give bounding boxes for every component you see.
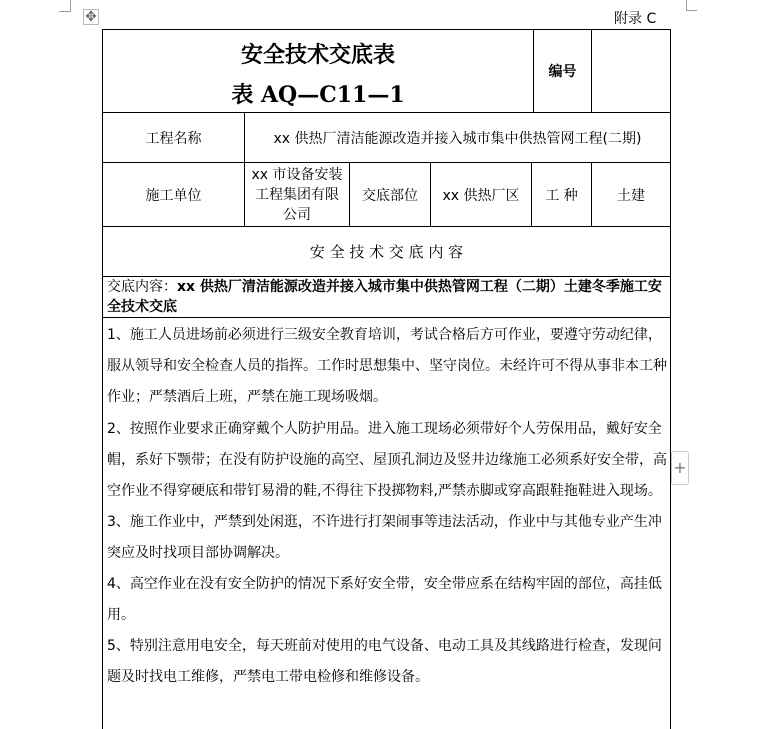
section-heading: 安 全 技 术 交 底 内 容 <box>309 243 464 261</box>
margin-corner-marker <box>59 0 71 12</box>
project-name-value: xx 供热厂清洁能源改造并接入城市集中供热管网工程(二期) <box>273 130 642 147</box>
disclosure-location-label: 交底部位 <box>362 187 418 204</box>
form-code: 表 AQ—C11—1 <box>231 82 405 108</box>
number-value[interactable] <box>592 30 670 112</box>
number-label: 编号 <box>548 64 577 80</box>
disclosure-item: 4、高空作业在没有安全防护的情况下系好安全带，安全带应系在结构牢固的部位，高挂低用。 <box>107 576 662 623</box>
subject-label: 交底内容： <box>107 279 177 295</box>
work-type-value: 土建 <box>617 187 645 204</box>
margin-corner-marker <box>686 0 697 11</box>
table-move-handle-icon[interactable]: ✥ <box>83 9 99 25</box>
add-row-handle-icon[interactable]: + <box>671 451 689 485</box>
form-title: 安全技术交底表 <box>240 42 395 68</box>
disclosure-item: 3、施工作业中，严禁到处闲逛，不许进行打架闹事等违法活动，作业中与其他专业产生冲突应及时找项目部协调解决。 <box>107 514 662 561</box>
disclosure-subject <box>107 277 667 317</box>
construction-unit-label: 施工单位 <box>145 187 202 204</box>
disclosure-item: 2、按照作业要求正确穿戴个人防护用品。进入施工现场必须带好个人劳保用品，戴好安全帽，系好下颚带；在没有防护设施的高空、屋顶孔洞边及竖井边缘施工必须系好安全带，高空作业不得穿硬底和带钉易滑的鞋,不得往下投掷物料,严禁赤脚或穿高跟鞋拖鞋进入现场。 <box>107 421 667 499</box>
appendix-label: 附录 C <box>614 11 657 27</box>
disclosure-item: 1、施工人员进场前必须进行三级安全教育培训，考试合格后方可作业，要遵守劳动纪律，服从领导和安全检查人员的指挥。工作时思想集中、坚守岗位。未经许可不得从事非本工种作业；严禁酒后上班，严禁在施工现场吸烟。 <box>107 327 667 405</box>
project-name-label: 工程名称 <box>145 130 202 147</box>
construction-unit-value: xx 市设备安装工程集团有限公司 <box>251 166 343 223</box>
disclosure-item: 5、特别注意用电安全，每天班前对使用的电气设备、电动工具及其线路进行检查，发现问题及时找电工维修，严禁电工带电检修和维修设备。 <box>107 638 662 685</box>
disclosure-location-value: xx 供热厂区 <box>442 187 520 204</box>
work-type-label: 工 种 <box>545 187 578 204</box>
subject-value: xx 供热厂清洁能源改造并接入城市集中供热管网工程（二期）土建冬季施工安全技术交底 <box>107 279 662 315</box>
